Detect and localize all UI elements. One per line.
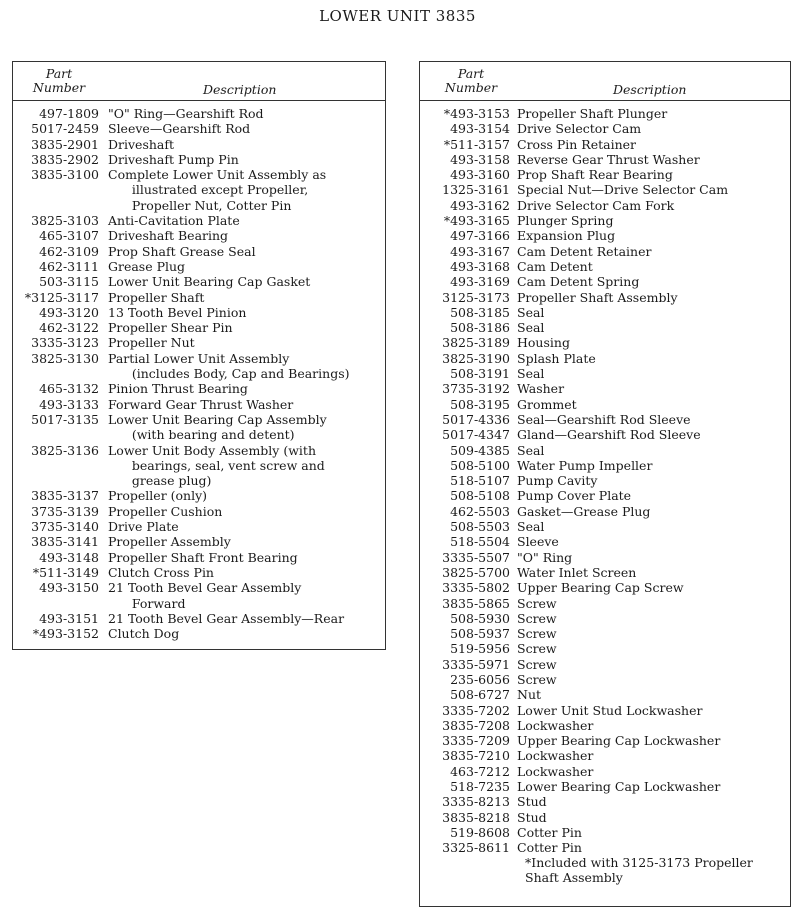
part-number: 497-3166: [450, 228, 510, 244]
table-row: [420, 335, 790, 350]
part-number: *493-3152: [32, 626, 99, 642]
table-row: [13, 580, 385, 611]
part-description: Seal—Gearshift Rod Sleeve: [517, 411, 691, 427]
part-number: 3825-3130: [31, 350, 99, 366]
part-description: Upper Bearing Cap Lockwasher: [517, 733, 721, 749]
part-description: "O" Ring: [517, 549, 573, 565]
table-row: [13, 397, 385, 412]
table-row: [420, 167, 790, 182]
table-row: [420, 488, 790, 503]
part-number: 3825-3103: [31, 213, 99, 229]
part-description: Seal: [517, 519, 545, 535]
table-row: [420, 412, 790, 427]
part-description: Splash Plate: [517, 350, 596, 366]
table-row: [13, 351, 385, 382]
table-row: [13, 488, 385, 503]
part-description: Lower Bearing Cap Lockwasher: [517, 779, 721, 795]
part-description: Special Nut—Drive Selector Cam: [517, 182, 729, 198]
part-number: 508-5937: [450, 626, 510, 642]
table-row: [420, 611, 790, 626]
part-number: 493-3148: [39, 549, 99, 565]
table-row: [420, 152, 790, 167]
table-row: [420, 427, 790, 442]
part-number: *511-3149: [32, 564, 99, 580]
part-number: 3835-8218: [442, 809, 510, 825]
part-description: Expansion Plug: [517, 228, 616, 244]
part-number: 493-3151: [39, 610, 99, 626]
part-description: Grease Plug: [108, 258, 186, 274]
part-description: Lower Unit Body Assembly (with bearings, seal, vent screw and grease plug): [108, 442, 325, 489]
part-description: Propeller Shaft Front Bearing: [108, 549, 298, 565]
part-description: "O" Ring—Gearshift Rod: [108, 106, 264, 121]
part-number: 3835-7210: [442, 748, 510, 764]
part-description: Prop Shaft Rear Bearing: [517, 167, 673, 183]
header-part-number: [19, 67, 99, 95]
part-description: Propeller Cushion: [108, 503, 223, 519]
part-number: 497-1809: [39, 106, 99, 121]
table-row: [13, 244, 385, 259]
parts-table-left: [12, 61, 386, 650]
part-description: Sleeve—Gearshift Rod: [108, 121, 251, 137]
table-row: [13, 167, 385, 213]
part-description: Screw: [517, 626, 557, 642]
part-number: 3825-3136: [31, 442, 99, 458]
part-description: Lower Unit Bearing Cap Gasket: [108, 274, 311, 290]
part-description: Seal: [517, 442, 545, 458]
parts-table-right: [419, 61, 791, 907]
part-number: 493-3133: [39, 396, 99, 412]
part-description: Screw: [517, 656, 557, 672]
table-body-left: [13, 106, 385, 641]
part-description: Propeller Assembly: [108, 534, 231, 550]
part-number: 1325-3161: [442, 182, 510, 198]
part-description: Seal: [517, 366, 545, 382]
part-description: Prop Shaft Grease Seal: [108, 243, 256, 259]
part-description: Pump Cavity: [517, 473, 598, 489]
header-description: Description: [203, 82, 277, 97]
part-description: Stud: [517, 809, 547, 825]
part-number: 493-3162: [450, 197, 510, 213]
part-number: 518-7235: [450, 779, 510, 795]
part-description: Cam Detent Retainer: [517, 243, 652, 259]
part-number: *3125-3117: [24, 289, 99, 305]
header-part-number: [430, 67, 512, 95]
part-description: Screw: [517, 595, 557, 611]
part-number: 3835-2902: [31, 151, 99, 167]
part-number: 5017-4347: [442, 427, 510, 443]
table-row: [13, 534, 385, 549]
part-number: 518-5107: [450, 473, 510, 489]
part-description: Anti-Cavitation Plate: [108, 213, 240, 229]
part-number: 3835-3137: [31, 488, 99, 504]
part-number: 508-5930: [450, 610, 510, 626]
part-description: Pinion Thrust Bearing: [108, 381, 248, 397]
part-description: Lower Unit Stud Lockwasher: [517, 702, 703, 718]
part-number: 508-3185: [450, 304, 510, 320]
table-row: [420, 840, 790, 855]
table-row: [13, 412, 385, 443]
table-row: [420, 182, 790, 197]
part-number: 519-8608: [450, 824, 510, 840]
part-number: 5017-3135: [31, 411, 99, 427]
table-row: [420, 580, 790, 595]
table-row: [420, 106, 790, 121]
part-number: 493-3168: [450, 258, 510, 274]
part-description: Water Inlet Screen: [517, 564, 637, 580]
part-number: 462-3122: [39, 320, 99, 336]
part-number: 508-5100: [450, 457, 510, 473]
table-row: [13, 305, 385, 320]
table-header: [420, 62, 790, 101]
table-row: [420, 213, 790, 228]
part-description: Screw: [517, 671, 557, 687]
part-description: Cotter Pin: [517, 824, 582, 840]
header-part-line1: Part: [45, 66, 73, 81]
part-description: Screw: [517, 641, 557, 657]
part-description: Driveshaft Pump Pin: [108, 151, 239, 167]
part-description: Screw: [517, 610, 557, 626]
table-row: [13, 106, 385, 121]
table-header: [13, 62, 385, 101]
part-number: 508-5503: [450, 519, 510, 535]
part-description: Lower Unit Bearing Cap Assembly (with bearing and detent): [108, 411, 327, 443]
table-body-right: [420, 106, 790, 856]
table-row: [420, 718, 790, 733]
part-description: Propeller Shaft Plunger: [517, 106, 668, 121]
part-number: 493-3158: [450, 151, 510, 167]
part-number: 3825-3190: [442, 350, 510, 366]
part-description: Propeller Shear Pin: [108, 320, 233, 336]
table-row: [420, 305, 790, 320]
table-row: [420, 320, 790, 335]
part-number: 3735-3140: [31, 519, 99, 535]
table-row: [420, 794, 790, 809]
table-row: [420, 259, 790, 274]
part-number: *493-3153: [443, 106, 510, 121]
part-description: Water Pump Impeller: [517, 457, 653, 473]
part-description: Cam Detent: [517, 258, 593, 274]
part-number: 235-6056: [450, 671, 510, 687]
part-description: Drive Selector Cam Fork: [517, 197, 675, 213]
table-row: [420, 366, 790, 381]
table-row: [420, 290, 790, 305]
part-number: 508-3186: [450, 320, 510, 336]
part-number: 462-3111: [39, 258, 99, 274]
part-number: 3335-3123: [31, 335, 99, 351]
part-number: *511-3157: [443, 136, 510, 152]
header-part-line2: Number: [444, 80, 498, 95]
part-description: Propeller Shaft: [108, 289, 205, 305]
table-row: [420, 748, 790, 763]
part-description: 13 Tooth Bevel Pinion: [108, 304, 247, 320]
part-number: 518-5504: [450, 534, 510, 550]
part-number: 3335-7202: [442, 702, 510, 718]
table-row: [13, 274, 385, 289]
table-row: [13, 335, 385, 350]
table-row: [13, 519, 385, 534]
part-description: Lockwasher: [517, 748, 594, 764]
part-number: 3335-5802: [442, 580, 510, 596]
part-number: 3735-3139: [31, 503, 99, 519]
part-description: Seal: [517, 304, 545, 320]
table-row: [420, 565, 790, 580]
table-row: [420, 657, 790, 672]
part-number: 462-3109: [39, 243, 99, 259]
table-row: [420, 443, 790, 458]
table-row: [420, 550, 790, 565]
table-row: [13, 290, 385, 305]
table-row: [13, 152, 385, 167]
part-description: Lockwasher: [517, 763, 594, 779]
part-number: 493-3154: [450, 121, 510, 137]
table-row: [13, 213, 385, 228]
part-description: Clutch Dog: [108, 626, 180, 642]
table-row: [13, 550, 385, 565]
part-number: 3335-7209: [442, 733, 510, 749]
part-number: 493-3167: [450, 243, 510, 259]
part-description: 21 Tooth Bevel Gear Assembly—Rear: [108, 610, 345, 626]
footnote: *Included with 3125-3173 Propeller Shaft Assembly: [525, 855, 753, 886]
part-description: Stud: [517, 794, 547, 810]
part-description: Drive Selector Cam: [517, 121, 642, 137]
part-number: *493-3165: [443, 213, 510, 229]
table-row: [13, 259, 385, 274]
table-row: [420, 687, 790, 702]
part-description: Cotter Pin: [517, 840, 582, 856]
part-number: 463-7212: [450, 763, 510, 779]
part-number: 3825-3189: [442, 335, 510, 351]
part-number: 3835-3141: [31, 534, 99, 550]
part-description: Reverse Gear Thrust Washer: [517, 151, 700, 167]
table-row: [420, 764, 790, 779]
part-description: Partial Lower Unit Assembly (includes Body, Cap and Bearings): [108, 350, 350, 382]
part-description: Driveshaft Bearing: [108, 228, 229, 244]
table-row: [13, 381, 385, 396]
table-row: [420, 810, 790, 825]
part-number: 3335-5971: [442, 656, 510, 672]
table-row: [420, 641, 790, 656]
part-description: Propeller Shaft Assembly: [517, 289, 678, 305]
page-title: LOWER UNIT 3835: [319, 7, 476, 25]
part-description: Seal: [517, 320, 545, 336]
part-description: Lockwasher: [517, 717, 594, 733]
table-row: [420, 519, 790, 534]
table-row: [420, 381, 790, 396]
part-description: Cam Detent Spring: [517, 274, 640, 290]
table-row: [420, 244, 790, 259]
table-row: [420, 504, 790, 519]
part-number: 3125-3173: [442, 289, 510, 305]
part-description: Housing: [517, 335, 570, 351]
part-number: 503-3115: [39, 274, 99, 290]
part-number: 493-3120: [39, 304, 99, 320]
table-row: [13, 443, 385, 489]
part-description: Drive Plate: [108, 519, 179, 535]
part-number: 509-4385: [450, 442, 510, 458]
table-row: [420, 626, 790, 641]
table-row: [420, 274, 790, 289]
part-description: Propeller (only): [108, 488, 208, 504]
table-row: [13, 228, 385, 243]
table-row: [13, 320, 385, 335]
part-number: 3835-5865: [442, 595, 510, 611]
part-number: 462-5503: [450, 503, 510, 519]
part-number: 508-3195: [450, 396, 510, 412]
part-description: Sleeve: [517, 534, 559, 550]
part-description: 21 Tooth Bevel Gear Assembly Forward: [108, 580, 302, 611]
part-number: 3835-2901: [31, 136, 99, 152]
table-row: [420, 397, 790, 412]
table-row: [420, 198, 790, 213]
table-row: [420, 733, 790, 748]
table-row: [420, 137, 790, 152]
part-number: 5017-2459: [31, 121, 99, 137]
part-description: Propeller Nut: [108, 335, 195, 351]
table-row: [420, 596, 790, 611]
part-description: Nut: [517, 687, 542, 703]
part-number: 465-3132: [39, 381, 99, 397]
header-part-line1: Part: [457, 66, 485, 81]
part-description: Upper Bearing Cap Screw: [517, 580, 684, 596]
header-part-line2: Number: [32, 80, 86, 95]
table-row: [420, 121, 790, 136]
part-description: Complete Lower Unit Assembly as illustrated except Propeller, Propeller Nut, Cotter Pin: [108, 167, 327, 213]
table-row: [420, 458, 790, 473]
part-number: 3735-3192: [442, 381, 510, 397]
table-row: [420, 473, 790, 488]
table-row: [13, 504, 385, 519]
part-number: 465-3107: [39, 228, 99, 244]
table-row: [13, 626, 385, 641]
part-description: Gasket—Grease Plug: [517, 503, 651, 519]
part-number: 493-3160: [450, 167, 510, 183]
table-row: [13, 121, 385, 136]
part-description: Grommet: [517, 396, 577, 412]
table-row: [420, 825, 790, 840]
table-row: [420, 672, 790, 687]
part-description: Washer: [517, 381, 565, 397]
part-description: Driveshaft: [108, 136, 175, 152]
table-row: [420, 703, 790, 718]
part-number: 3835-7208: [442, 717, 510, 733]
table-row: [13, 137, 385, 152]
part-number: 3335-8213: [442, 794, 510, 810]
part-number: 493-3169: [450, 274, 510, 290]
part-number: 3835-3100: [31, 167, 99, 183]
table-row: [13, 565, 385, 580]
table-row: [420, 228, 790, 243]
header-description: Description: [613, 82, 687, 97]
part-description: Plunger Spring: [517, 213, 614, 229]
part-number: 3325-8611: [442, 840, 510, 856]
part-description: Cross Pin Retainer: [517, 136, 637, 152]
part-number: 3825-5700: [442, 564, 510, 580]
part-number: 508-5108: [450, 488, 510, 504]
table-row: [13, 611, 385, 626]
part-number: 508-3191: [450, 366, 510, 382]
part-number: 3335-5507: [442, 549, 510, 565]
part-number: 5017-4336: [442, 411, 510, 427]
part-description: Forward Gear Thrust Washer: [108, 396, 294, 412]
part-number: 519-5956: [450, 641, 510, 657]
table-row: [420, 351, 790, 366]
part-description: Clutch Cross Pin: [108, 564, 214, 580]
part-number: 493-3150: [39, 580, 99, 596]
table-row: [420, 534, 790, 549]
table-row: [420, 779, 790, 794]
part-description: Pump Cover Plate: [517, 488, 632, 504]
part-number: 508-6727: [450, 687, 510, 703]
part-description: Gland—Gearshift Rod Sleeve: [517, 427, 701, 443]
